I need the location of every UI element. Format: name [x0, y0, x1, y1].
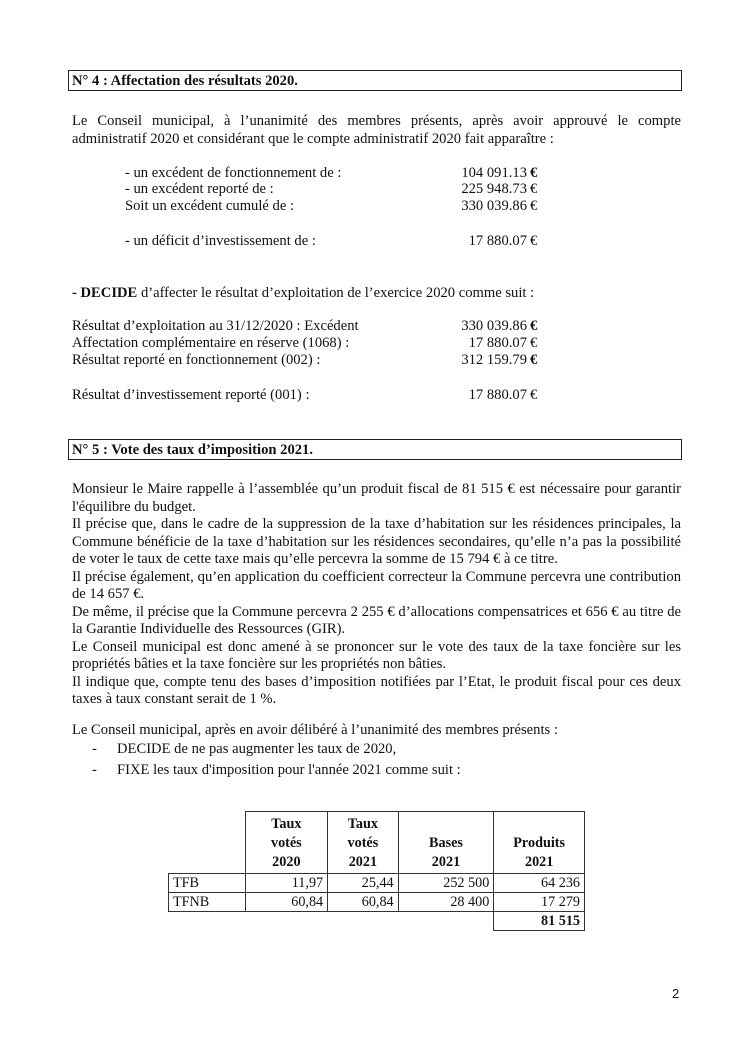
cell-taux-2021: 25,44: [328, 874, 399, 893]
euro-symbol: €: [530, 387, 538, 403]
resultat-reporte-label: Résultat reporté en fonctionnement (002) :: [72, 352, 321, 368]
paragraph: Monsieur le Maire rappelle à l’assemblée qu’un produit fiscal de 81 515 € est nécessaire pour garantir l'équilibre du budget.: [72, 481, 681, 515]
resultat-exploitation-label: Résultat d’exploitation au 31/12/2020 : Excédent: [72, 318, 359, 334]
euro-symbol: €: [530, 198, 538, 214]
resultat-investissement-value: 17 880.07: [468, 387, 527, 403]
header-produits-2021: Produits 2021: [494, 812, 585, 874]
cell-taux-2021: 60,84: [328, 893, 399, 912]
resultat-exploitation-value: 330 039.86: [461, 318, 527, 334]
cell-bases-2021: 28 400: [398, 893, 494, 912]
deliberation-text: Le Conseil municipal, après en avoir délibéré à l’unanimité des membres présents :: [72, 722, 558, 738]
page-number: 2: [672, 986, 680, 1001]
euro-symbol: €: [530, 233, 538, 249]
bullet-decide: DECIDE de ne pas augmenter les taux de 2020,: [117, 741, 397, 757]
excedent-cumule-label: Soit un excédent cumulé de :: [125, 198, 294, 214]
table-row: [169, 893, 585, 912]
table-total-row: [169, 912, 585, 931]
paragraph: Le Conseil municipal est donc amené à se prononcer sur le vote des taux de la taxe foncière sur les propriétés bâties et la taxe foncière sur les propriétés non bâties.: [72, 638, 681, 672]
decide-text: d’affecter le résultat d’exploitation de l’exercice 2020 comme suit :: [140, 285, 535, 301]
section-5-body: [72, 481, 681, 709]
euro-symbol: €: [530, 318, 538, 334]
section-4-intro: Le Conseil municipal, à l’unanimité des membres présents, après avoir approuvé le compte administratif 2020 et considérant que le compte administratif 2020 fait apparaître :: [72, 113, 681, 147]
affectation-reserve-value: 17 880.07: [468, 335, 527, 351]
affectation-reserve-label: Affectation complémentaire en réserve (1068) :: [72, 335, 350, 351]
deficit-investissement-label: - un déficit d’investissement de :: [125, 233, 316, 249]
euro-symbol: €: [530, 165, 538, 181]
cell-produits-2021: 64 236: [494, 874, 585, 893]
euro-symbol: €: [530, 335, 538, 351]
header-taux-2021: Taux votés 2021: [328, 812, 399, 874]
paragraph: Il précise également, qu’en application du coefficient correcteur la Commune percevra une contribution de 14 657 €.: [72, 568, 681, 602]
bullet-fixe: FIXE les taux d'imposition pour l'année 2021 comme suit :: [117, 762, 461, 778]
tax-rates-table: [168, 811, 585, 931]
excedent-fonctionnement-value: 104 091.13: [461, 165, 527, 181]
header-taux-2020: Taux votés 2020: [245, 812, 328, 874]
excedent-reporte-label: - un excédent reporté de :: [125, 181, 274, 197]
resultat-investissement-label: Résultat d’investissement reporté (001) :: [72, 387, 310, 403]
resultat-reporte-value: 312 159.79: [461, 352, 527, 368]
table-header-row: [169, 812, 585, 874]
deficit-investissement-value: 17 880.07: [468, 233, 527, 249]
row-label: TFNB: [169, 893, 246, 912]
row-label: TFB: [169, 874, 246, 893]
excedent-fonctionnement-label: - un excédent de fonctionnement de :: [125, 165, 342, 181]
decide-line: [72, 285, 534, 302]
header-bases-2021: Bases 2021: [398, 812, 494, 874]
decide-keyword: - DECIDE: [72, 285, 138, 301]
table-row: [169, 874, 585, 893]
excedent-cumule-value: 330 039.86: [461, 198, 527, 214]
euro-symbol: €: [530, 181, 538, 197]
total-produits: 81 515: [494, 912, 585, 931]
section-4-title: N° 4 : Affectation des résultats 2020.: [68, 70, 682, 91]
euro-symbol: €: [530, 352, 538, 368]
paragraph: Il précise que, dans le cadre de la suppression de la taxe d’habitation sur les résidences principales, la Commune bénéficie de la taxe d’habitation sur les résidences secondaires, qu’elle n’a pas la possibilité de voter le taux de cette taxe mais qu’elle percevra la somme de 15 794 € à ce titre.: [72, 516, 681, 567]
cell-taux-2020: 60,84: [245, 893, 328, 912]
empty-total-cell: [169, 912, 494, 931]
empty-header-cell: [169, 812, 246, 874]
paragraph: De même, il précise que la Commune percevra 2 255 € d’allocations compensatrices et 656 € au titre de la Garantie Individuelle des Ressources (GIR).: [72, 603, 681, 637]
paragraph: Il indique que, compte tenu des bases d’imposition notifiées par l’Etat, le produit fiscal pour ces deux taxes à taux constant serait de 1 %.: [72, 673, 681, 707]
excedent-reporte-value: 225 948.73: [461, 181, 527, 197]
cell-produits-2021: 17 279: [494, 893, 585, 912]
bullet-dash: -: [92, 741, 97, 757]
section-5-title: N° 5 : Vote des taux d’imposition 2021.: [68, 439, 682, 460]
cell-bases-2021: 252 500: [398, 874, 494, 893]
cell-taux-2020: 11,97: [245, 874, 328, 893]
bullet-dash: -: [92, 762, 97, 778]
